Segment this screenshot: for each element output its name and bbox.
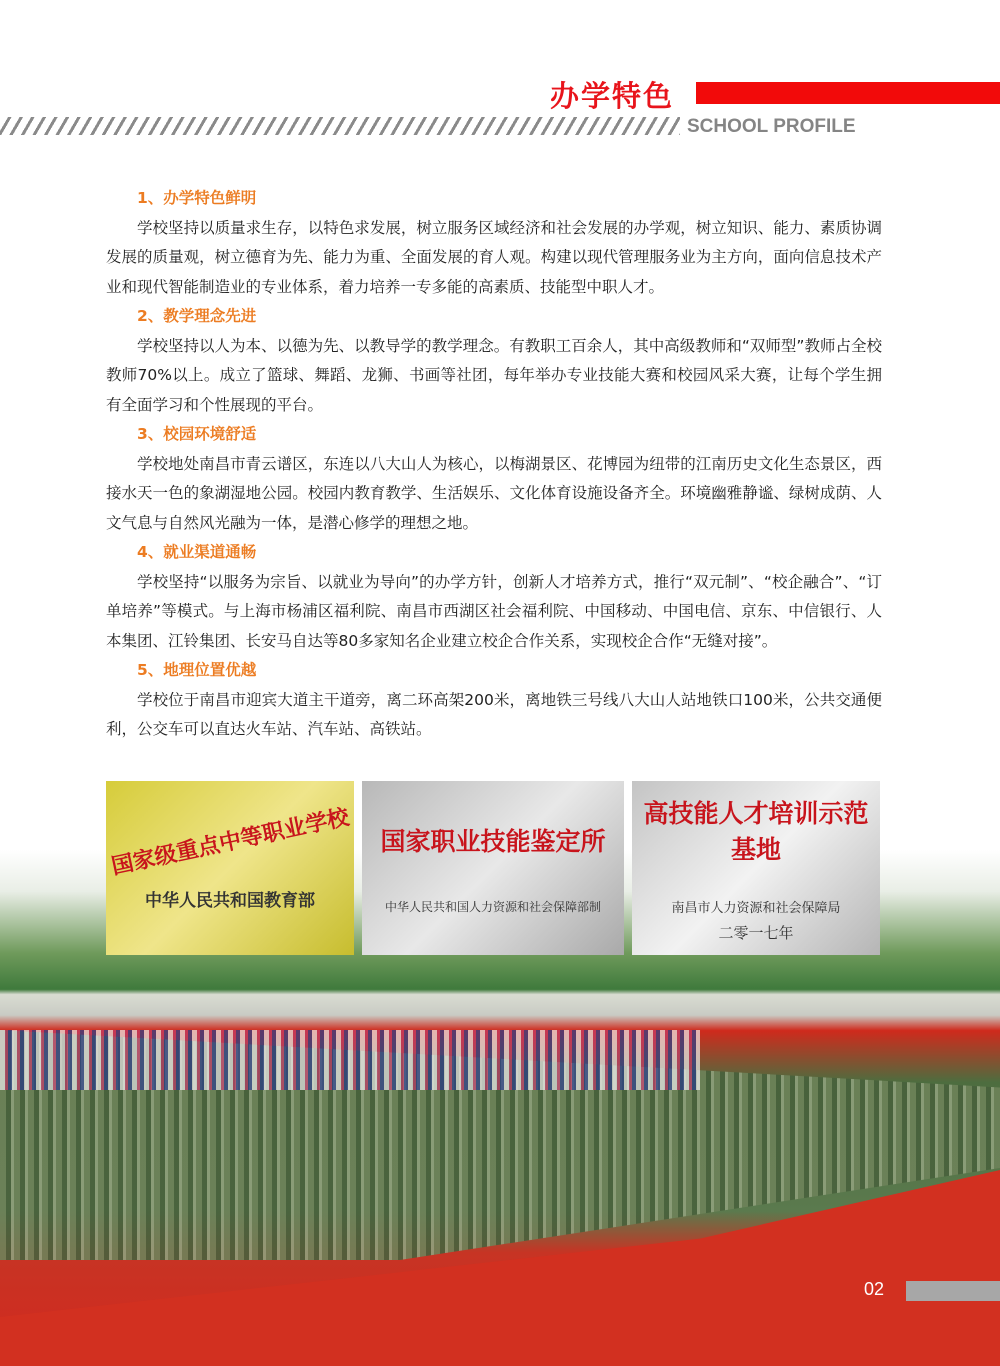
page-number-bar xyxy=(906,1281,1000,1301)
page-subtitle: SCHOOL PROFILE xyxy=(687,116,856,137)
plaque-training-base xyxy=(632,781,880,955)
section-body: 学校坚持“以服务为宗旨、以就业为导向”的办学方针，创新人才培养方式，推行“双元制”、“校企融合”、“订单培养”等模式。与上海市杨浦区福利院、南昌市西湖区社会福利院、中国移动、中国电信、京东、中信银行、人本集团、江铃集团、长安马自达等80多家知名企业建立校企合作关系，实现校企合作“无缝对接”。 xyxy=(106,572,882,650)
plaque-year: 二零一七年 xyxy=(718,923,794,942)
plaque-title: 国家职业技能鉴定所 xyxy=(380,826,606,856)
decorative-stripes xyxy=(0,117,680,135)
section-body: 学校坚持以人为本、以德为先、以教导学的教学理念。有教职工百余人，其中高级教师和“双师型”教师占全校教师70%以上。成立了篮球、舞蹈、龙狮、书画等社团，每年举办专业技能大赛和校园风采大赛，让每个学生拥有全面学习和个性展现的平台。 xyxy=(106,336,882,414)
section-heading: 2、教学理念先进 xyxy=(137,307,257,325)
section-body: 学校地处南昌市青云谱区，东连以八大山人为核心，以梅湖景区、花博园为纽带的江南历史文化生态景区，西接水天一色的象湖湿地公园。校园内教育教学、生活娱乐、文化体育设施设备齐全。环境幽雅静谧、绿树成荫、人文气息与自然风光融为一体，是潜心修学的理想之地。 xyxy=(106,454,882,532)
section-heading: 4、就业渠道通畅 xyxy=(137,543,257,561)
plaque-skill-appraisal xyxy=(362,781,624,955)
section-heading: 5、地理位置优越 xyxy=(137,661,257,679)
section-heading: 3、校园环境舒适 xyxy=(137,425,257,443)
page-number: 02 xyxy=(864,1279,885,1299)
student-crowd-back-rows xyxy=(0,1030,700,1090)
plaque-issuer: 南昌市人力资源和社会保障局 xyxy=(671,900,841,916)
section-body: 学校坚持以质量求生存，以特色求发展，树立服务区域经济和社会发展的办学观，树立知识、能力、素质协调发展的质量观，树立德育为先、能力为重、全面发展的育人观。构建以现代管理服务业为主方向，面向信息技术产业和现代智能制造业的专业体系，着力培养一专多能的高素质、技能型中职人才。 xyxy=(106,218,882,296)
page-title: 办学特色 xyxy=(550,79,675,113)
section-heading: 1、办学特色鲜明 xyxy=(137,189,257,207)
plaque-national-key-school xyxy=(106,781,354,955)
plaque-issuer: 中华人民共和国人力资源和社会保障部制 xyxy=(384,899,601,914)
plaque-title: 高技能人才培训示范基地 xyxy=(643,798,869,864)
plaque-issuer: 中华人民共和国教育部 xyxy=(145,891,315,911)
title-accent-bar xyxy=(696,82,1000,104)
content-body xyxy=(106,184,882,745)
plaque-title: 国家级重点中等职业学校 xyxy=(109,804,352,880)
section-body: 学校位于南昌市迎宾大道主干道旁，离二环高架200米，离地铁三号线八大山人站地铁口100米，公共交通便利，公交车可以直达火车站、汽车站、高铁站。 xyxy=(106,690,882,738)
